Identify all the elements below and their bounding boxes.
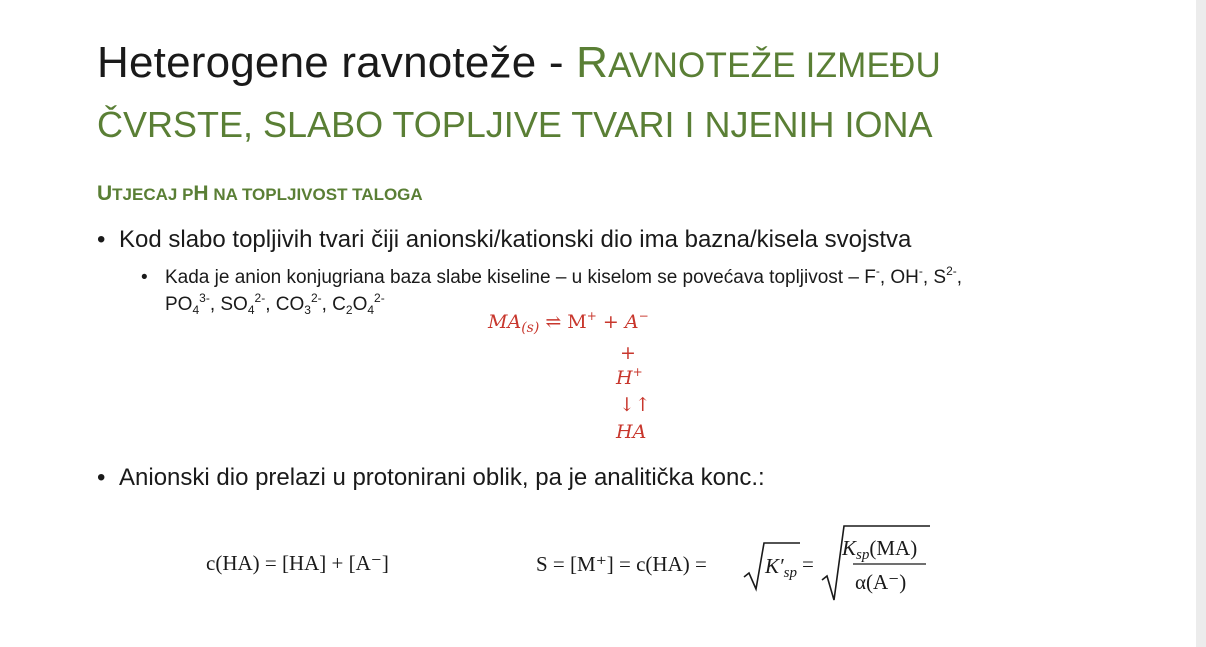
equilibrium-hplus: H+ [616,365,643,389]
ksp-prime: $K'_{sp}$ [765,554,797,581]
fraction-numerator: $K_{sp}(MA)$ [842,536,918,563]
slide-edge [1196,0,1206,647]
fraction-denominator: α(A⁻) [855,570,907,594]
equilibrium-arrows: ↓↑ [619,394,651,416]
slide-title-line2: ČVRSTE, SLABO TOPLJIVE TVARI I NJENIH IONA [97,104,933,145]
bullet-dot: • [141,267,148,288]
formula-analytical-concentration: c(HA) = [HA] + [A⁻] [206,551,389,575]
bullet-1: • Kod slabo topljivih tvari čiji anionski/kationski dio ima bazna/kisela svojstva [97,226,912,253]
bullet-2-line2: $PO_4^{3-}$, $SO_4^{2-}$, $CO_3^{2-}$, $C_2O_4^{2-}$ [165,291,385,317]
bullet-2-line1: Kada je anion konjugriana baza slabe kiseline – u kiselom se povećava topljivost – F-, OH-, $S^{2-}$, [165,264,963,288]
equilibrium-row-1: $MA_{(s)}$ ⇌ M+ + A− [488,309,649,336]
equilibrium-plus: + [620,342,636,364]
slide-title-line1: Heterogene ravnoteže - RAVNOTEŽE IZMEĐU [97,38,942,87]
section-subheading: UTJECAJ PH NA TOPLJIVOST TALOGA [97,182,423,205]
formula-solubility-prefix: S = [M⁺] = c(HA) = [536,552,707,576]
bullet-3: • Anionski dio prelazi u protonirani oblik, pa je analitička konc.: [97,464,765,491]
equals-sign: = [802,552,814,576]
equilibrium-ha: HA [616,421,647,443]
bullet-dot: • [97,464,106,491]
bullet-dot: • [97,226,106,253]
